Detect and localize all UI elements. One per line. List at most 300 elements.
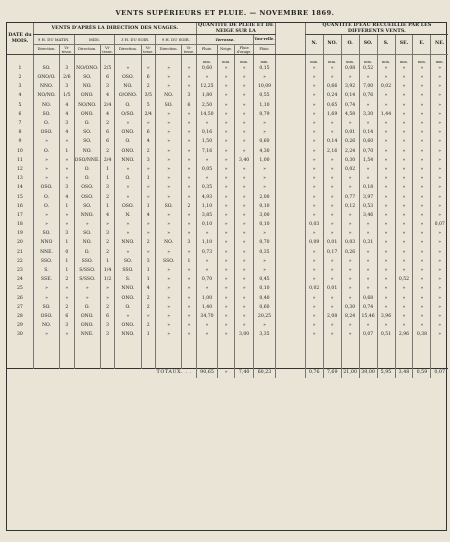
- table-cell: »: [60, 331, 74, 340]
- table-cell: NNO.: [74, 212, 100, 221]
- table-cell: »: [100, 221, 114, 230]
- table-cell: »: [182, 221, 196, 230]
- table-row: [7, 285, 448, 294]
- table-cell: »: [413, 322, 431, 331]
- table-cell: 34,70: [196, 313, 218, 322]
- table-cell: 0,14: [341, 92, 359, 101]
- day-cell: 25: [16, 286, 23, 292]
- table-cell: NO/NO.: [33, 92, 59, 101]
- table-cell: »: [323, 322, 341, 331]
- sub-direction-4: Direction.: [155, 45, 181, 55]
- table-cell: 1,10: [196, 202, 218, 211]
- data-table-frame: [6, 22, 447, 531]
- wind-s-header: S.: [377, 35, 395, 55]
- table-cell: »: [254, 166, 276, 175]
- table-cell: OSO.: [33, 184, 59, 193]
- day-cell: 26: [16, 295, 23, 301]
- table-cell: »: [323, 166, 341, 175]
- table-cell: S/SSO.: [74, 267, 100, 276]
- table-cell: »: [115, 221, 141, 230]
- table-cell: 0,31: [359, 239, 377, 248]
- total-cell: 0,76: [305, 368, 323, 378]
- table-cell: »: [431, 248, 448, 257]
- sub-pluie-terrasse: Pluie.: [196, 45, 218, 55]
- table-cell: »: [377, 175, 395, 184]
- table-cell: »: [235, 212, 254, 221]
- empty-cell: [431, 359, 448, 369]
- table-cell: »: [341, 221, 359, 230]
- table-row: [7, 202, 448, 211]
- table-cell: »: [100, 285, 114, 294]
- table-cell: »: [218, 193, 235, 202]
- empty-cell: [275, 340, 305, 349]
- unit-cell: [74, 55, 100, 65]
- table-row: [7, 276, 448, 285]
- table-cell: N.: [115, 212, 141, 221]
- table-cell: 1: [60, 267, 74, 276]
- table-cell: »: [182, 166, 196, 175]
- table-cell: »: [413, 303, 431, 312]
- table-cell: »: [218, 147, 235, 156]
- table-cell: »: [305, 111, 323, 120]
- table-cell: »: [235, 239, 254, 248]
- total-cell: 39,00: [359, 368, 377, 378]
- table-cell: »: [305, 248, 323, 257]
- empty-cell: [141, 359, 155, 369]
- table-cell: OSO.: [74, 184, 100, 193]
- table-cell: »: [141, 221, 155, 230]
- table-cell: »: [115, 120, 141, 129]
- table-cell: »: [218, 175, 235, 184]
- table-cell: »: [182, 74, 196, 83]
- table-cell: »: [196, 120, 218, 129]
- day-cell: 17: [16, 212, 23, 218]
- empty-cell: [196, 359, 218, 369]
- table-cell: 1: [100, 202, 114, 211]
- table-cell: 2: [100, 248, 114, 257]
- table-cell: »: [182, 83, 196, 92]
- table-cell: 0,55: [254, 92, 276, 101]
- table-cell: »: [431, 120, 448, 129]
- spacer-cell: [275, 331, 305, 340]
- table-cell: »: [359, 74, 377, 83]
- table-cell: 3: [141, 156, 155, 165]
- table-cell: »: [218, 101, 235, 110]
- table-cell: NNO.: [115, 156, 141, 165]
- table-cell: 2: [100, 239, 114, 248]
- table-cell: »: [377, 147, 395, 156]
- table-cell: 0,74: [359, 303, 377, 312]
- table-cell: 0,24: [323, 92, 341, 101]
- empty-cell: [100, 340, 114, 349]
- table-cell: 3: [100, 230, 114, 239]
- table-cell: 0,51: [377, 331, 395, 340]
- table-cell: »: [431, 156, 448, 165]
- table-cell: 15,46: [359, 313, 377, 322]
- table-cell: 0,10: [254, 202, 276, 211]
- day-cell: 18: [16, 222, 23, 228]
- table-cell: 0,18: [359, 184, 377, 193]
- table-cell: »: [377, 193, 395, 202]
- table-cell: »: [305, 193, 323, 202]
- table-cell: O.: [33, 147, 59, 156]
- table-row: [7, 230, 448, 239]
- table-cell: »: [305, 138, 323, 147]
- table-cell: »: [341, 267, 359, 276]
- total-cell: 5,95: [377, 368, 395, 378]
- table-cell: O.: [74, 175, 100, 184]
- empty-cell: [235, 349, 254, 358]
- total-cell: 90,65: [196, 368, 218, 378]
- day-cell: 16: [16, 203, 23, 209]
- table-row: [7, 322, 448, 331]
- table-cell: NO/NO.: [74, 101, 100, 110]
- unit-cell: [155, 55, 181, 65]
- table-cell: »: [341, 331, 359, 340]
- table-cell: »: [155, 111, 181, 120]
- table-cell: »: [33, 294, 59, 303]
- spacer-cell: [275, 221, 305, 230]
- date-header: DATE du MOIS.: [7, 23, 33, 55]
- table-cell: »: [305, 92, 323, 101]
- empty-cell: [33, 349, 59, 358]
- table-cell: OSO.: [115, 202, 141, 211]
- table-cell: »: [235, 303, 254, 312]
- table-cell: »: [341, 212, 359, 221]
- table-cell: 3: [60, 230, 74, 239]
- day-cell: 29: [16, 323, 23, 329]
- spacer-cell: [275, 276, 305, 285]
- table-cell: 7,16: [196, 147, 218, 156]
- table-cell: »: [413, 294, 431, 303]
- table-cell: »: [218, 230, 235, 239]
- table-cell: »: [254, 175, 276, 184]
- table-cell: »: [413, 230, 431, 239]
- table-cell: O.: [33, 202, 59, 211]
- sub-neige-terrasse: Neige.: [218, 45, 235, 55]
- sub-direction-3: Direction.: [115, 45, 141, 55]
- table-cell: »: [413, 248, 431, 257]
- table-cell: »: [359, 101, 377, 110]
- table-cell: »: [323, 175, 341, 184]
- table-cell: »: [235, 147, 254, 156]
- day-cell: 15: [16, 194, 23, 200]
- table-cell: »: [395, 248, 413, 257]
- table-row: [7, 120, 448, 129]
- table-cell: 0,60: [254, 303, 276, 312]
- table-cell: »: [377, 294, 395, 303]
- empty-cell: [377, 359, 395, 369]
- table-cell: »: [341, 285, 359, 294]
- spacer-cell: [275, 83, 305, 92]
- empty-cell: [33, 340, 59, 349]
- table-cell: 0,15: [254, 65, 276, 74]
- table-cell: »: [323, 193, 341, 202]
- table-cell: »: [431, 313, 448, 322]
- table-cell: »: [60, 212, 74, 221]
- table-cell: »: [218, 202, 235, 211]
- empty-cell: [100, 359, 114, 369]
- empty-cell: [305, 349, 323, 358]
- table-cell: »: [182, 303, 196, 312]
- day-cell: 21: [16, 249, 23, 255]
- table-cell: »: [359, 221, 377, 230]
- table-cell: 1/4: [100, 267, 114, 276]
- table-cell: »: [395, 212, 413, 221]
- table-cell: SO.: [33, 230, 59, 239]
- table-cell: O.: [33, 120, 59, 129]
- table-cell: »: [431, 322, 448, 331]
- unit-cell: mm.: [218, 55, 235, 65]
- table-row: [7, 147, 448, 156]
- table-cell: 0,10: [196, 221, 218, 230]
- table-cell: 4: [60, 193, 74, 202]
- table-cell: »: [196, 156, 218, 165]
- table-cell: 4: [100, 111, 114, 120]
- table-cell: »: [413, 129, 431, 138]
- unit-cell: mm.: [305, 55, 323, 65]
- day-cell: 24: [16, 277, 23, 283]
- table-cell: »: [377, 120, 395, 129]
- table-cell: 1,00: [254, 156, 276, 165]
- spacer-cell: [275, 258, 305, 267]
- table-cell: »: [323, 230, 341, 239]
- table-row: [7, 303, 448, 312]
- table-cell: »: [377, 101, 395, 110]
- table-cell: »: [341, 74, 359, 83]
- table-cell: S/SSO.: [74, 276, 100, 285]
- table-cell: 20,25: [254, 313, 276, 322]
- table-cell: 1: [141, 202, 155, 211]
- empty-cell: [155, 340, 181, 349]
- table-cell: »: [431, 92, 448, 101]
- table-cell: 2/6: [60, 74, 74, 83]
- table-cell: »: [218, 120, 235, 129]
- empty-cell: [413, 349, 431, 358]
- table-row: [7, 101, 448, 110]
- table-cell: »: [235, 129, 254, 138]
- table-cell: NO.: [33, 322, 59, 331]
- table-cell: »: [359, 230, 377, 239]
- table-cell: »: [395, 138, 413, 147]
- table-cell: »: [235, 175, 254, 184]
- table-cell: »: [341, 184, 359, 193]
- table-cell: »: [182, 276, 196, 285]
- table-cell: »: [235, 74, 254, 83]
- table-cell: »: [413, 202, 431, 211]
- empty-cell: [115, 349, 141, 358]
- spacer-cell: [275, 111, 305, 120]
- table-cell: OSO/NNE.: [74, 156, 100, 165]
- day-cell: 9: [18, 139, 22, 145]
- table-cell: 0,07: [431, 221, 448, 230]
- table-cell: 2/4: [141, 111, 155, 120]
- table-cell: »: [431, 111, 448, 120]
- empty-cell: [305, 340, 323, 349]
- unit-cell: [100, 55, 114, 65]
- empty-cell: [7, 359, 33, 369]
- table-cell: 3,92: [341, 83, 359, 92]
- empty-cell: [196, 340, 218, 349]
- table-cell: 2/5: [100, 65, 114, 74]
- table-cell: ONO.: [115, 129, 141, 138]
- table-cell: »: [395, 221, 413, 230]
- table-cell: »: [413, 212, 431, 221]
- table-cell: »: [305, 202, 323, 211]
- table-cell: »: [305, 147, 323, 156]
- table-cell: NNO.: [115, 331, 141, 340]
- table-cell: »: [377, 230, 395, 239]
- table-cell: »: [235, 120, 254, 129]
- table-cell: 6: [60, 313, 74, 322]
- table-cell: »: [155, 120, 181, 129]
- table-cell: »: [395, 184, 413, 193]
- empty-cell: [141, 349, 155, 358]
- table-cell: »: [155, 74, 181, 83]
- total-cell: 7,69: [323, 368, 341, 378]
- table-cell: »: [323, 74, 341, 83]
- day-cell: 13: [16, 176, 23, 182]
- table-cell: »: [155, 193, 181, 202]
- table-cell: »: [155, 294, 181, 303]
- table-cell: NO.: [74, 83, 100, 92]
- table-cell: »: [155, 313, 181, 322]
- table-cell: »: [359, 166, 377, 175]
- table-cell: »: [377, 322, 395, 331]
- table-cell: »: [155, 212, 181, 221]
- table-cell: »: [377, 74, 395, 83]
- table-cell: 2: [100, 147, 114, 156]
- spacer-cell: [275, 175, 305, 184]
- empty-row: [7, 349, 448, 358]
- table-cell: »: [305, 175, 323, 184]
- table-cell: 2,24: [341, 147, 359, 156]
- empty-cell: [431, 349, 448, 358]
- table-cell: S.: [115, 276, 141, 285]
- table-cell: 0,35: [196, 184, 218, 193]
- table-cell: »: [377, 258, 395, 267]
- table-cell: SO.: [33, 303, 59, 312]
- spacer-cell: [275, 101, 305, 110]
- table-cell: SO.: [74, 129, 100, 138]
- table-cell: »: [305, 230, 323, 239]
- table-cell: 0,02: [377, 83, 395, 92]
- table-row: [7, 175, 448, 184]
- table-cell: »: [305, 313, 323, 322]
- table-cell: 12,25: [196, 83, 218, 92]
- table-cell: »: [377, 166, 395, 175]
- table-cell: »: [141, 120, 155, 129]
- table-cell: »: [413, 285, 431, 294]
- table-cell: »: [377, 129, 395, 138]
- spacer-cell: [275, 147, 305, 156]
- table-cell: S.: [33, 267, 59, 276]
- table-cell: 6: [100, 313, 114, 322]
- empty-cell: [196, 349, 218, 358]
- table-cell: 4,93: [196, 193, 218, 202]
- table-cell: »: [359, 258, 377, 267]
- table-cell: »: [235, 267, 254, 276]
- wind-n-header: N.: [305, 35, 323, 55]
- empty-cell: [155, 349, 181, 358]
- total-cell: 0,07: [431, 368, 448, 378]
- table-cell: »: [33, 221, 59, 230]
- table-cell: 1: [60, 258, 74, 267]
- empty-cell: [341, 359, 359, 369]
- table-cell: »: [218, 184, 235, 193]
- table-cell: »: [182, 111, 196, 120]
- empty-cell: [100, 349, 114, 358]
- table-cell: »: [74, 221, 100, 230]
- table-cell: »: [141, 166, 155, 175]
- empty-cell: [182, 340, 196, 349]
- table-cell: »: [395, 239, 413, 248]
- empty-cell: [33, 359, 59, 369]
- table-cell: 1: [141, 175, 155, 184]
- day-cell: 10: [16, 148, 23, 154]
- table-cell: »: [341, 322, 359, 331]
- sub-direction-2: Direction.: [74, 45, 100, 55]
- day-cell: 22: [16, 258, 23, 264]
- table-cell: »: [33, 175, 59, 184]
- sub-vitesse-2: Vi-tesse.: [102, 45, 113, 54]
- table-cell: »: [196, 175, 218, 184]
- table-cell: »: [155, 221, 181, 230]
- table-row: [7, 184, 448, 193]
- table-cell: »: [395, 101, 413, 110]
- table-cell: »: [395, 322, 413, 331]
- table-cell: »: [155, 267, 181, 276]
- table-cell: »: [254, 129, 276, 138]
- empty-cell: [7, 340, 33, 349]
- table-cell: »: [431, 285, 448, 294]
- empty-cell: [254, 349, 276, 358]
- sub-direction-1: Direction.: [33, 45, 59, 55]
- wind-e-header: E.: [413, 35, 431, 55]
- table-cell: »: [305, 166, 323, 175]
- day-cell: 7: [18, 121, 22, 127]
- table-cell: »: [431, 147, 448, 156]
- table-cell: NO.: [33, 101, 59, 110]
- table-cell: SO.: [74, 202, 100, 211]
- table-cell: 0,07: [359, 331, 377, 340]
- table-cell: »: [413, 166, 431, 175]
- table-cell: »: [218, 129, 235, 138]
- sub-vitesse-1: Vi-tesse.: [61, 45, 73, 54]
- table-cell: 1,69: [323, 111, 341, 120]
- table-cell: 3,97: [359, 193, 377, 202]
- table-cell: 1: [60, 202, 74, 211]
- unit-row: [7, 55, 448, 65]
- table-cell: O.: [74, 166, 100, 175]
- table-cell: »: [235, 258, 254, 267]
- table-cell: »: [395, 129, 413, 138]
- table-cell: 0,60: [254, 138, 276, 147]
- spacer-cell: [275, 65, 305, 74]
- table-row: [7, 83, 448, 92]
- table-cell: 0,08: [341, 65, 359, 74]
- table-row: [7, 92, 448, 101]
- empty-cell: [431, 340, 448, 349]
- table-cell: 0,70: [359, 147, 377, 156]
- table-cell: SSO.: [155, 258, 181, 267]
- table-cell: 0,77: [341, 193, 359, 202]
- table-cell: 1,50: [196, 138, 218, 147]
- table-cell: »: [305, 65, 323, 74]
- table-cell: »: [323, 156, 341, 165]
- table-cell: »: [305, 276, 323, 285]
- empty-cell: [323, 340, 341, 349]
